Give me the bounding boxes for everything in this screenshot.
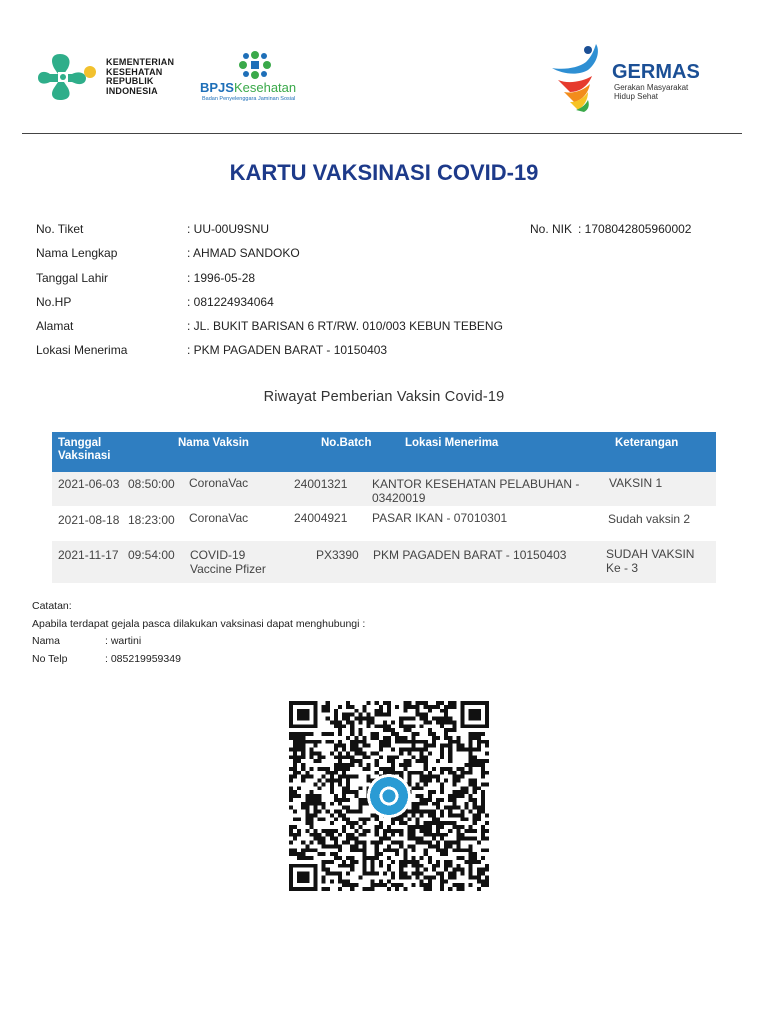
vaccination-table [52,432,716,583]
table-header [52,432,716,472]
notes-section [32,600,365,670]
cell-jam: 09:54:00 [128,548,175,562]
cell-tanggal: 2021-06-03 [58,477,120,491]
notes-telp-value: : 085219959349 [105,652,181,665]
kemenkes-logo-icon [38,52,98,102]
cell-keterangan: SUDAH VAKSIN Ke - 3 [606,547,695,575]
info-value: : PKM PAGADEN BARAT - 10150403 [187,343,388,358]
info-value: : UU-00U9SNU [187,222,270,236]
cell-batch: 24004921 [294,511,348,525]
info-value: : 081224934064 [187,294,274,309]
cell-lokasi: PKM PAGADEN BARAT - 10150403 [373,548,567,562]
info-row-hp [36,295,726,319]
notes-nama-row [32,635,365,653]
cell-jam: 18:23:00 [128,513,175,527]
info-label: Nama Lengkap [36,246,118,261]
notes-heading: Catatan: [32,600,72,612]
germas-logo-icon [548,40,610,112]
cell-batch: PX3390 [316,548,359,562]
notes-nama-value: : wartini [105,635,142,647]
cell-vaksin: CoronaVac [189,476,249,490]
info-row-tanggal-lahir [36,271,726,295]
header-vaksin: Nama Vaksin [178,437,249,449]
notes-telp-row [32,653,365,671]
cell-jam: 08:50:00 [128,477,175,491]
info-label: No. Tiket [36,222,84,236]
table-row [52,541,716,583]
bpjs-logo-icon [238,50,272,80]
nik-field [530,222,691,236]
cell-lokasi: KANTOR KESEHATAN PELABUHAN - 03420019 [372,477,580,505]
cell-keterangan: Sudah vaksin 2 [608,512,691,526]
kemenkes-name: KEMENTERIAN KESEHATAN REPUBLIK INDONESIA [106,57,175,96]
info-label: No.HP [36,294,72,309]
cell-batch: 24001321 [294,477,348,491]
header-lokasi: Lokasi Menerima [405,437,499,449]
bpjs-subtitle: Badan Penyelenggara Jaminan Sosial [202,96,296,102]
notes-instruction: Apabila terdapat gejala pasca dilakukan vaksinasi dapat menghubungi : [32,617,366,630]
info-value: : 1996-05-28 [187,270,256,285]
bpjs-name: BPJSKesehatan [200,80,297,95]
info-row-nama [36,246,726,270]
notes-nama-label: Nama [32,635,61,647]
cell-vaksin: CoronaVac [189,511,249,525]
cell-lokasi: PASAR IKAN - 07010301 [372,511,508,525]
info-label: Lokasi Menerima [36,343,128,358]
cell-tanggal: 2021-08-18 [58,513,120,527]
header-divider [22,133,742,134]
info-row-alamat [36,319,726,343]
info-value: : JL. BUKIT BARISAN 6 RT/RW. 010/003 KEBUN TEBENG [187,319,503,334]
notes-telp-label: No Telp [32,652,68,665]
cell-keterangan: VAKSIN 1 [609,476,663,490]
info-value: : AHMAD SANDOKO [187,246,300,261]
nik-label: No. NIK [530,222,573,236]
germas-name: GERMAS [612,61,700,83]
cell-vaksin: COVID-19 Vaccine Pfizer [190,548,266,576]
germas-subtitle: Gerakan Masyarakat Hidup Sehat [614,83,689,101]
qr-code-icon [289,701,489,891]
cell-tanggal: 2021-11-17 [58,548,119,562]
info-row-lokasi [36,343,726,367]
history-title: Riwayat Pemberian Vaksin Covid-19 [263,389,505,405]
info-label: Alamat [36,319,74,334]
table-row [52,506,716,541]
personal-info [36,222,726,368]
header-keterangan: Keterangan [615,437,679,449]
table-row [52,472,716,506]
page-title: KARTU VAKSINASI COVID-19 [229,160,539,185]
info-label: Tanggal Lahir [36,270,109,285]
header-tanggal: Tanggal Vaksinasi [58,437,111,462]
header-batch: No.Batch [321,437,372,449]
nik-value: : 1708042805960002 [578,222,692,236]
